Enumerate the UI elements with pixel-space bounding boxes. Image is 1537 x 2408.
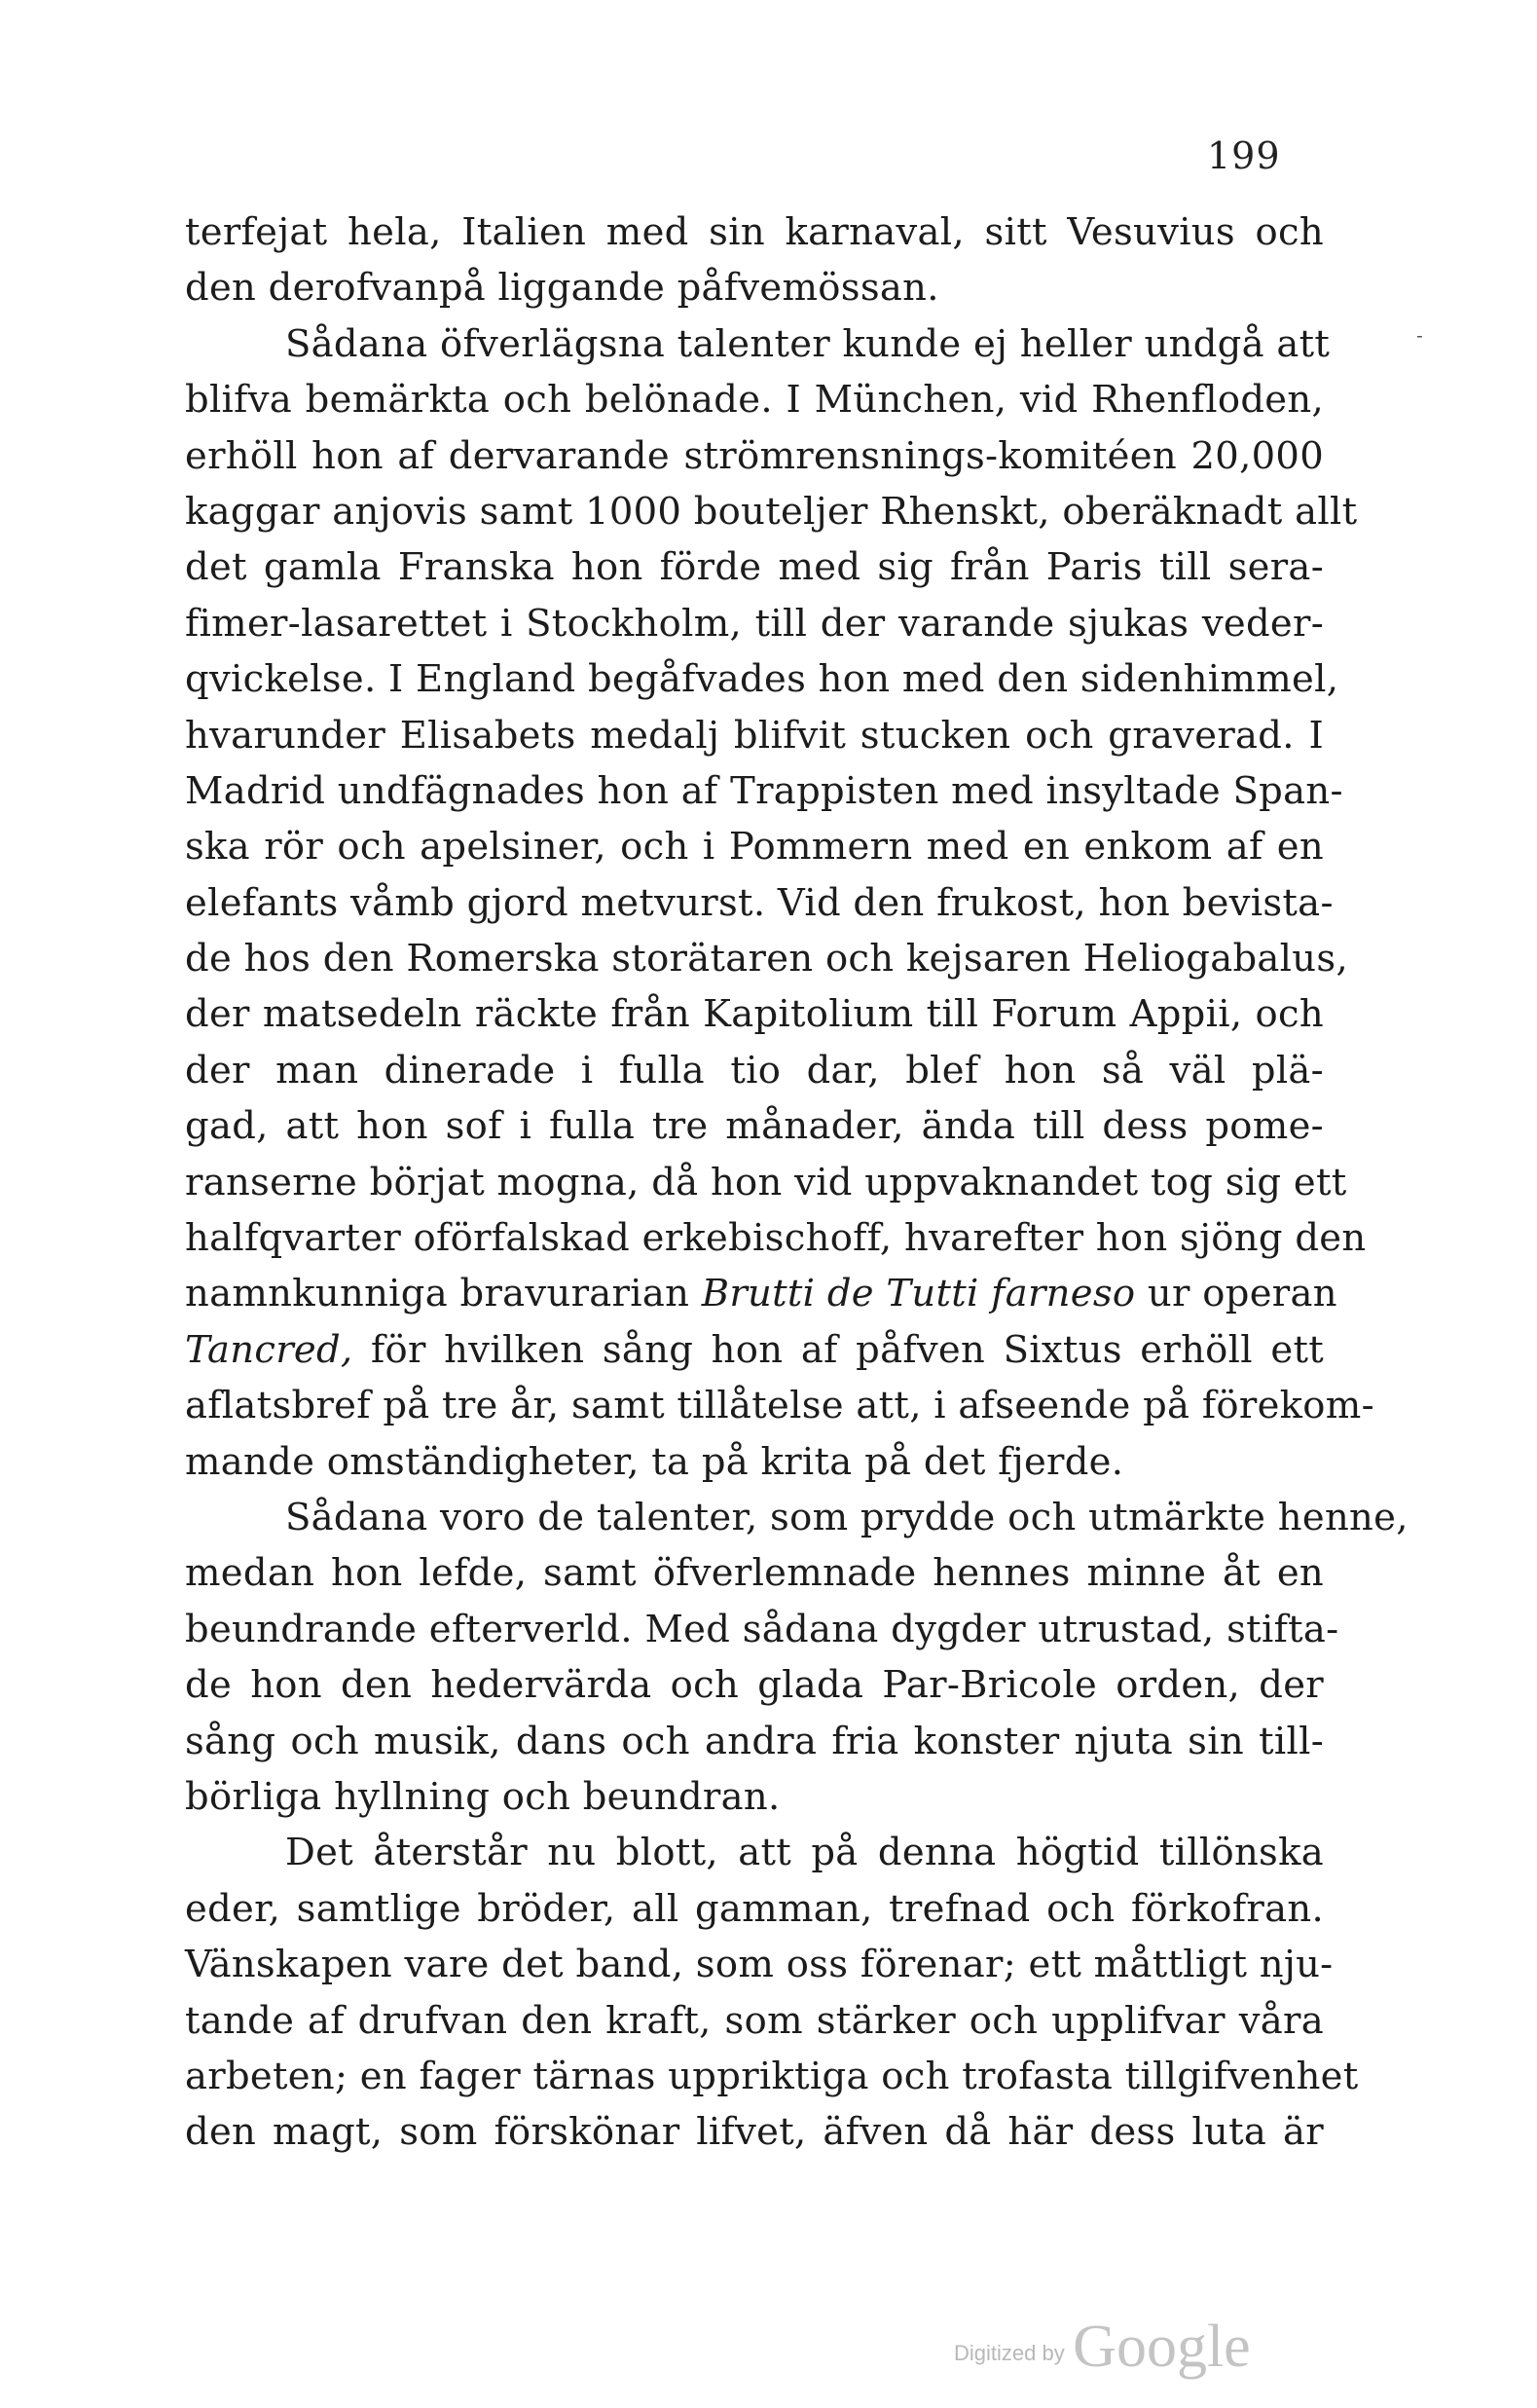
text-line: hvarunder Elisabets medalj blifvit stucken och graverad. I [185, 713, 1324, 758]
text-line: sång och musik, dans och andra fria konster njuta sin till- [185, 1719, 1324, 1763]
text-line: beundrande efterverld. Med sådana dygder utrustad, stifta- [185, 1607, 1339, 1651]
text-line: gad, att hon sof i fulla tre månader, ända till dess pome- [185, 1104, 1324, 1149]
text-line: elefants våmb gjord metvurst. Vid den frukost, hon bevista- [185, 880, 1334, 925]
text-line: de hon den hedervärda och glada Par-Bricole orden, der [185, 1663, 1324, 1708]
italic-phrase: Brutti de Tutti farneso [701, 1272, 1136, 1316]
text-line: qvickelse. I England begåfvades hon med den sidenhimmel, [185, 657, 1339, 702]
page-number: 199 [1207, 134, 1281, 177]
digitized-watermark [954, 2313, 1251, 2382]
text-line: arbeten; en fager tärnas uppriktiga och trofasta tillgifvenhet [185, 2054, 1359, 2098]
text-line: börliga hyllning och beundran. [185, 1774, 781, 1819]
italic-phrase: Tancred, [185, 1327, 353, 1372]
text-line: den derofvanpå liggande påfvemössan. [185, 266, 939, 311]
text-line: der man dinerade i fulla tio dar, blef hon så väl plä- [185, 1048, 1324, 1093]
text-line: Det återstår nu blott, att på denna högtid tillönska [285, 1831, 1324, 1875]
text-line: Vänskapen vare det band, som oss förenar; ett måttligt nju- [185, 1943, 1334, 1987]
text-line: halfqvarter oförfalskad erkebischoff, hvarefter hon sjöng den [185, 1216, 1367, 1261]
text-line: terfejat hela, Italien med sin karnaval, sitt Vesuvius och [185, 210, 1324, 254]
text-line: kaggar anjovis samt 1000 bouteljer Rhenskt, oberäknadt allt [185, 489, 1358, 534]
text-line: Sådana voro de talenter, som prydde och utmärkte henne, [285, 1495, 1409, 1539]
text-line: eder, samtlige bröder, all gamman, trefnad och förkofran. [185, 1886, 1324, 1931]
body-text [185, 204, 1409, 2161]
google-logo: Google [1073, 2314, 1251, 2380]
text-line: de hos den Romerska storätaren och kejsaren Heliogabalus, [185, 937, 1348, 982]
text-line: ranserne börjat mogna, då hon vid uppvaknandet tog sig ett [185, 1160, 1347, 1204]
text-line: blifva bemärkta och belönade. I München, vid Rhenfloden, [185, 378, 1324, 423]
text-line: den magt, som förskönar lifvet, äfven då här dess luta är [185, 2110, 1324, 2155]
text-line: medan hon lefde, samt öfverlemnade hennes minne åt en [185, 1551, 1324, 1596]
text-line: Sådana öfverlägsna talenter kunde ej heller undgå att [285, 321, 1331, 366]
text-line: det gamla Franska hon förde med sig från Paris till sera- [185, 545, 1324, 590]
text-line: aflatsbref på tre år, samt tillåtelse att, i afseende på förekom- [185, 1384, 1374, 1428]
text-line: fimer-lasarettet i Stockholm, till der varande sjukas veder- [185, 601, 1324, 646]
text-line: namnkunniga bravurarian Brutti de Tutti farneso ur operan [185, 1272, 1337, 1316]
watermark-prefix: Digitized by [954, 2341, 1065, 2365]
text-line: Tancred, för hvilken sång hon af påfven Sixtus erhöll ett [185, 1327, 1324, 1372]
text-line: ska rör och apelsiner, och i Pommern med en enkom af en [185, 825, 1324, 870]
text-line: mande omständigheter, ta på krita på det fjerde. [185, 1439, 1124, 1484]
text-line: tande af drufvan den kraft, som stärker och upplifvar våra [185, 1998, 1324, 2043]
text-line: der matsedeln räckte från Kapitolium till Forum Appii, och [185, 992, 1324, 1037]
stray-dot: - [1416, 323, 1423, 347]
text-line: Madrid undfägnades hon af Trappisten med insyltade Span- [185, 768, 1343, 813]
text-line: erhöll hon af dervarande strömrensnings-komitéen 20,000 [185, 433, 1324, 478]
